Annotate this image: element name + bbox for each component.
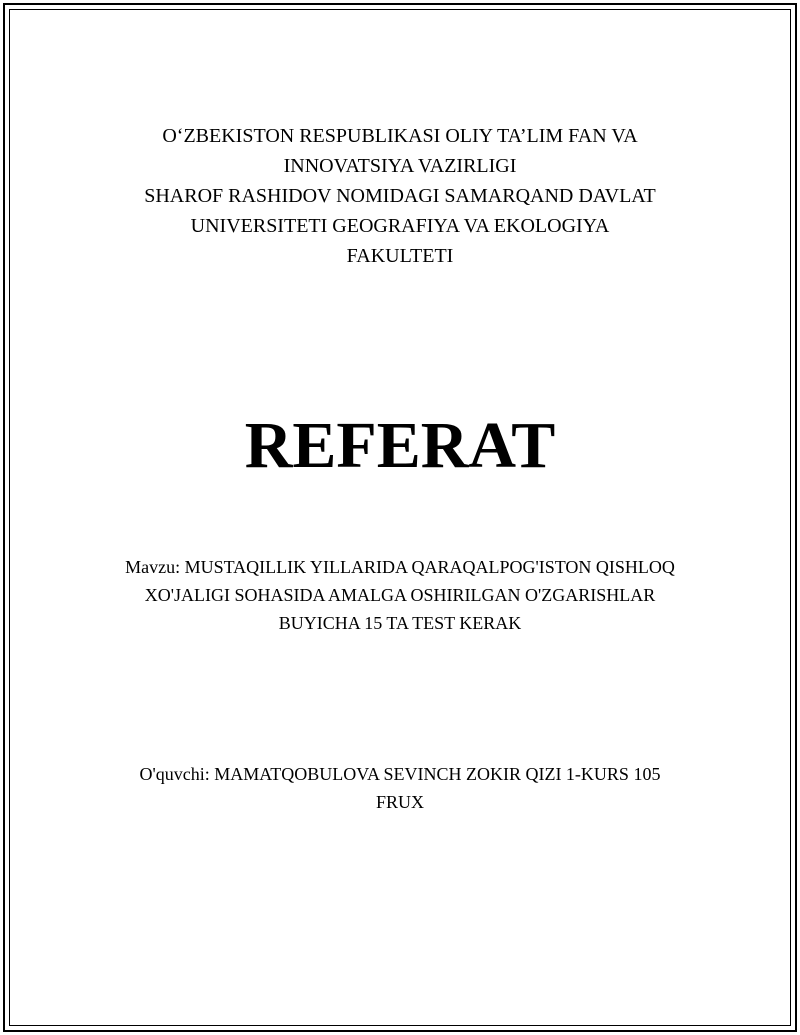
topic-line: Mavzu: MUSTAQILLIK YILLARIDA QARAQALPOG'ISTON QISHLOQ	[125, 557, 675, 577]
topic-line: BUYICHA 15 TA TEST KERAK	[278, 613, 522, 633]
document-title: REFERAT	[244, 409, 556, 482]
header-line: UNIVERSITETI GEOGRAFIYA VA EKOLOGIYA	[190, 215, 610, 237]
student-block	[60, 760, 740, 816]
header-line: FAKULTETI	[346, 245, 454, 267]
student-line: O'quvchi: MAMATQOBULOVA SEVINCH ZOKIR QIZI 1-KURS 105	[139, 764, 661, 784]
header-line: SHAROF RASHIDOV NOMIDAGI SAMARQAND DAVLAT	[144, 185, 656, 207]
header-line: O‘ZBEKISTON RESPUBLIKASI OLIY TA’LIM FAN VA	[162, 125, 638, 147]
topic-line: XO'JALIGI SOHASIDA AMALGA OSHIRILGAN O'ZGARISHLAR	[144, 585, 656, 605]
topic-block	[60, 553, 740, 637]
institution-header	[60, 121, 740, 271]
student-line: FRUX	[375, 792, 424, 812]
header-line: INNOVATSIYA VAZIRLIGI	[283, 155, 517, 177]
